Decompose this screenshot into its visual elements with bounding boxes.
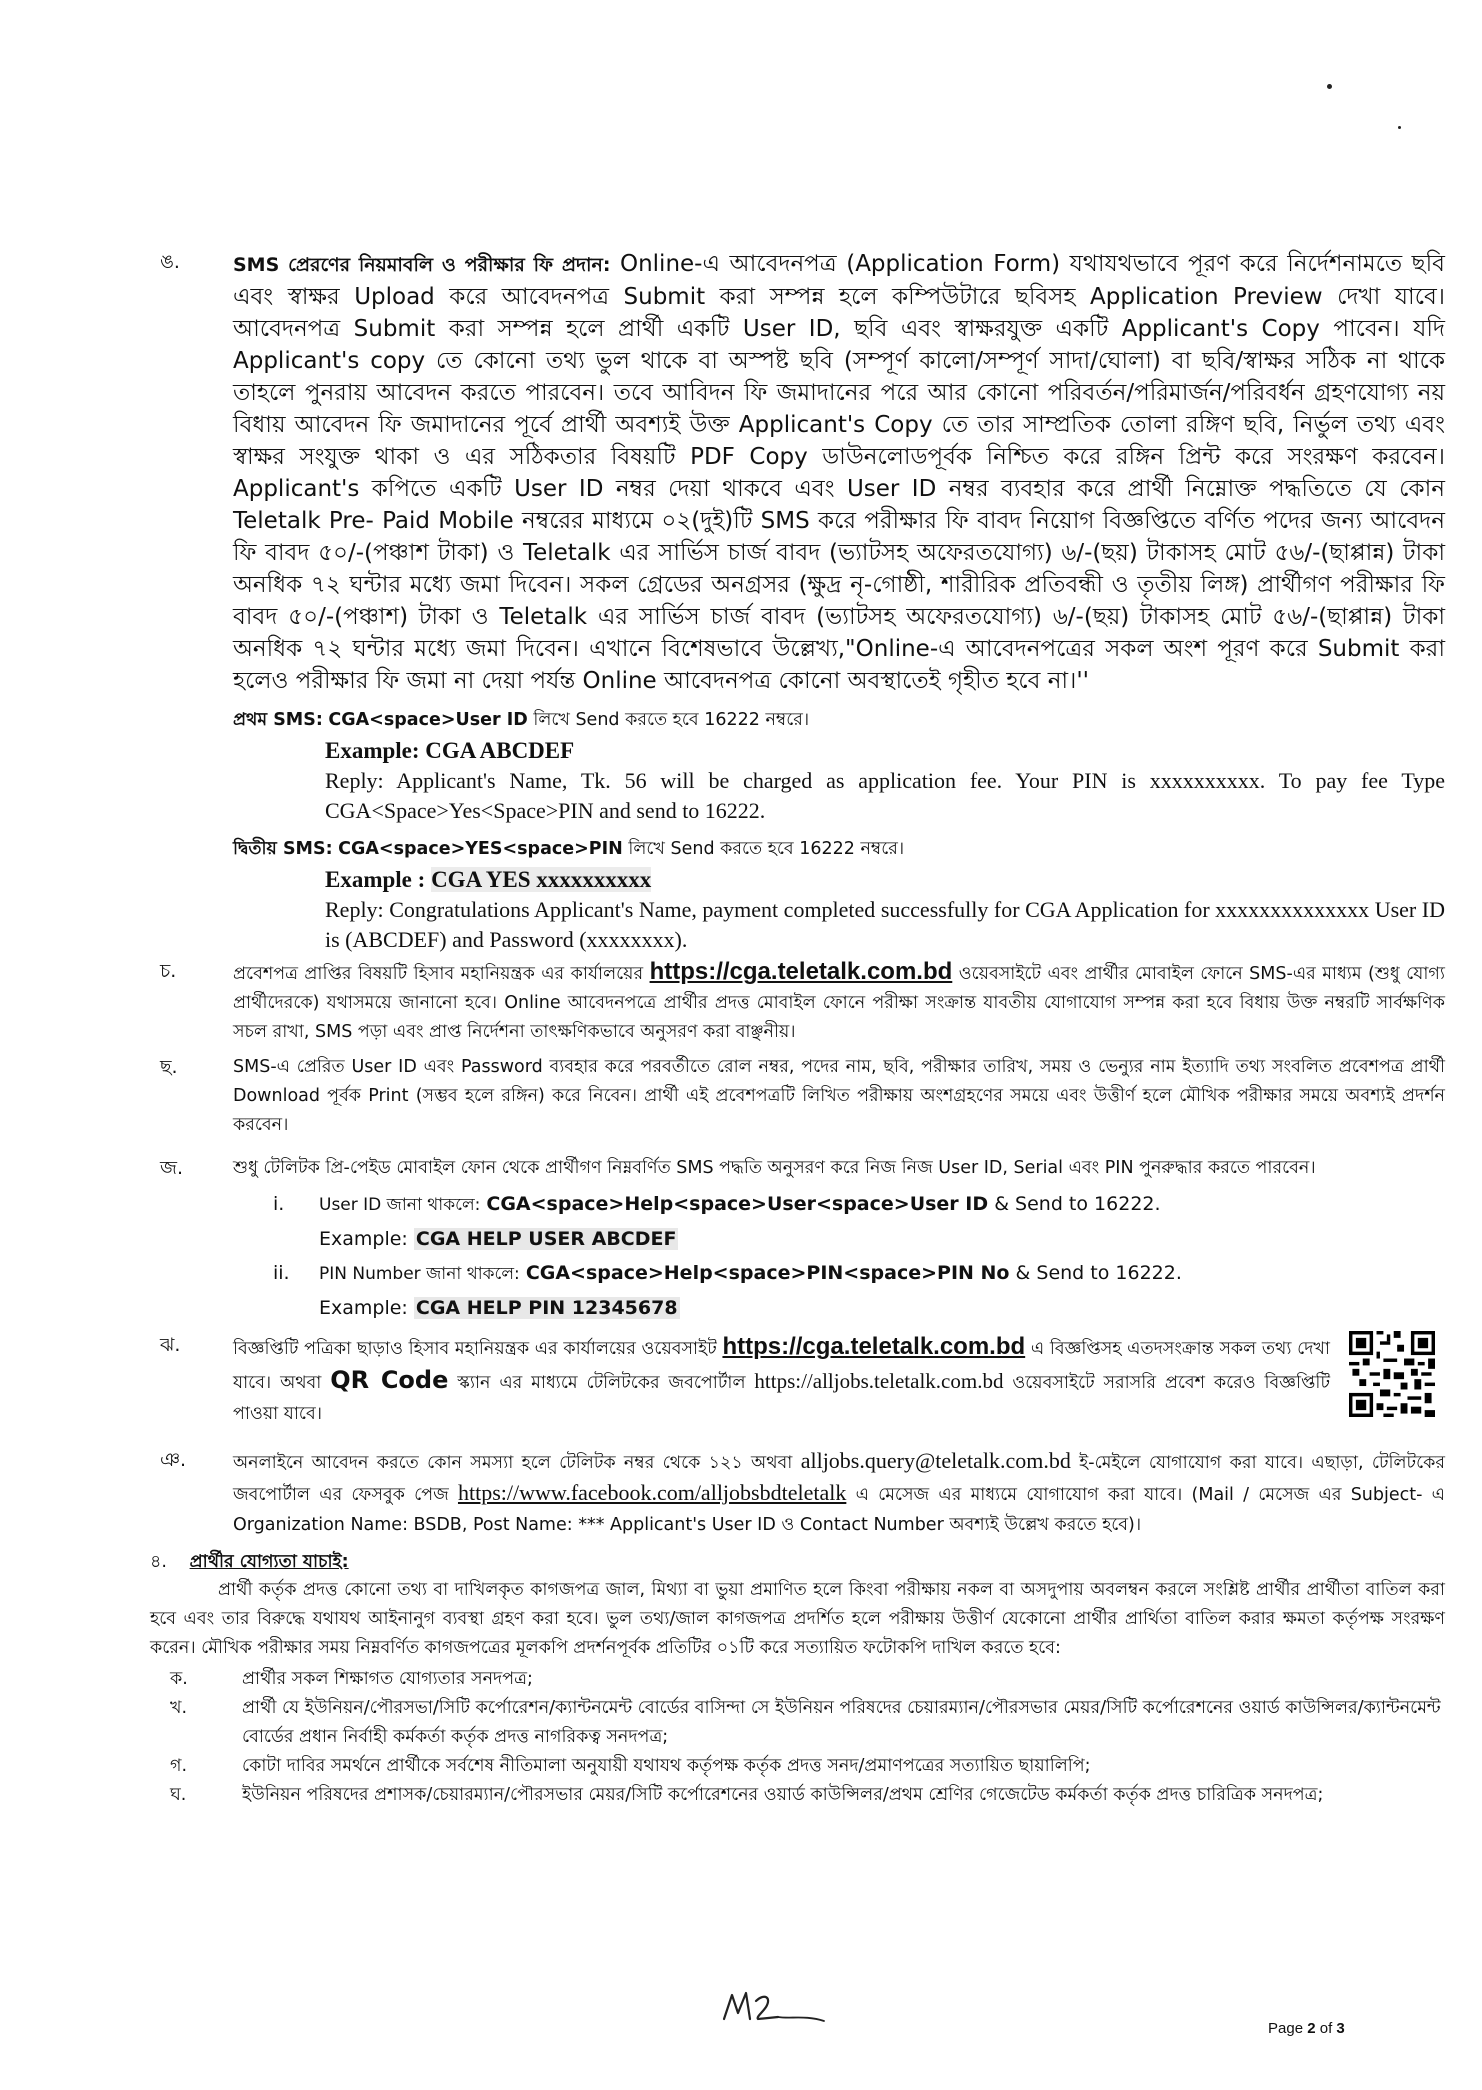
recovery-item-code: CGA<space>Help<space>PIN<space>PIN No [525, 1262, 1010, 1284]
second-sms-code: CGA<space>YES<space>PIN [338, 839, 623, 859]
recovery-item-number: i. [273, 1193, 285, 1215]
recovery-item [233, 1187, 1445, 1222]
first-sms-instruction [233, 705, 1445, 736]
document-item-number: গ. [170, 1756, 188, 1776]
second-sms-instruction [233, 834, 1445, 865]
page-number-prefix: Page [1268, 2020, 1304, 2037]
recovery-example [233, 1222, 1445, 1256]
section-eligibility-verification [150, 1548, 1445, 1810]
section-text: অনলাইনে আবেদন করতে কোন সমস্যা হলে টেলিটক নম্বর থেকে ১২১ অথবা [233, 1453, 793, 1473]
first-sms-code: CGA<space>User ID [328, 710, 528, 730]
recovery-item-condition: User ID জানা থাকলে: [319, 1195, 481, 1215]
second-sms-tail: লিখে Send করতে হবে 16222 নম্বরে। [628, 839, 905, 859]
recovery-item-condition: PIN Number জানা থাকলে: [319, 1264, 520, 1284]
recovery-example [233, 1291, 1445, 1325]
section-text: প্রবেশপত্র প্রাপ্তির বিষয়টি হিসাব মহানিয়ন্ত্রক এর কার্যালয়ের [233, 964, 644, 984]
second-sms-reply: Reply: Congratulations Applicant's Name, payment completed successfully for CGA Application for xxxxxxxxxxxxxx User ID is (ABCDEF) and Password (xxxxxxxx). [325, 897, 1445, 952]
document-body [150, 248, 1445, 1810]
document-list-item [150, 1665, 1445, 1694]
document-item-text: কোটা দাবির সমর্থনে প্রার্থীকে সর্বশেষ নীতিমালা অনুযায়ী যথাযথ কর্তৃপক্ষ কর্তৃক প্রদত্ত সনদ/প্রমাণপত্রের সত্যায়িত ছায়ালিপি; [242, 1756, 1091, 1776]
section-text: ওয়েবসাইটে সরাসরি প্রবেশ করেও বিজ্ঞপ্তিটি পাওয়া যাবে। [233, 1373, 1330, 1424]
page-number-total: 3 [1336, 2020, 1345, 2037]
qr-code-label: QR Code [330, 1366, 449, 1394]
document-item-number: খ. [170, 1698, 188, 1718]
page-number [1268, 2020, 1345, 2037]
page-number-current: 2 [1307, 2020, 1316, 2037]
alljobs-url[interactable]: https://alljobs.teletalk.com.bd [754, 1369, 1004, 1393]
cga-website-link[interactable]: https://cga.teletalk.com.bd [649, 958, 953, 985]
scan-speck [1327, 84, 1332, 89]
recovery-example-value: CGA HELP PIN 12345678 [415, 1297, 678, 1319]
section-number: ৪. [150, 1552, 167, 1572]
section-text: এ বিজ্ঞপ্তিসহ এতদসংক্রান্ত সকল তথ্য দেখা যাবে। অথবা [233, 1339, 1330, 1393]
scan-speck [1398, 126, 1401, 129]
first-sms-reply: Reply: Applicant's Name, Tk. 56 will be charged as application fee. Your PIN is xxxxxxxxxx. To pay fee Type CGA<Space>Yes<Space>PIN and send to 16222. [325, 768, 1445, 823]
section-support-contact [160, 1446, 1445, 1540]
first-sms-label: প্রথম SMS: [233, 710, 323, 730]
recovery-example-value: CGA HELP USER ABCDEF [415, 1228, 677, 1250]
section-number: জ. [160, 1157, 184, 1179]
section-number: ঙ. [160, 251, 180, 273]
handwritten-signature [720, 1985, 830, 2030]
recovery-example-label: Example: [319, 1228, 408, 1250]
cga-website-link[interactable]: https://cga.teletalk.com.bd [722, 1333, 1026, 1360]
second-example-label: Example : [325, 867, 426, 892]
section-text: প্রার্থী কর্তৃক প্রদত্ত কোনো তথ্য বা দাখিলকৃত কাগজপত্র জাল, মিথ্যা বা ভুয়া প্রমাণিত হলে কিংবা পরীক্ষায় নকল বা অসদুপায় অবলম্বন করলে সংশ্লিষ্ট প্রার্থীর প্রার্থীতা বাতিল করা হবে এবং তার বিরুদ্ধে যথাযথ আইনানুগ ব্যবস্থা গ্রহণ করা হবে। ভুল তথ্য/জাল কাগজপত্র প্রদর্শিত হলে পরীক্ষায় উত্তীর্ণ যেকোনো প্রার্থীর প্রার্থিতা বাতিল করার ক্ষমতা কর্তৃপক্ষ সংরক্ষণ করেন। মৌখিক পরীক্ষার সময় নিম্নবর্ণিত কাগজপত্রের মূলকপি প্রদর্শনপূর্বক প্রতিটির ০১টি করে সত্যায়িত ফটোকপি দাখিল করতে হবে: [150, 1580, 1445, 1658]
first-sms-tail: লিখে Send করতে হবে 16222 নম্বরে। [533, 710, 810, 730]
section-heading: প্রার্থীর যোগ্যতা যাচাই: [189, 1552, 349, 1572]
section-text: SMS-এ প্রেরিত User ID এবং Password ব্যবহার করে পরবর্তীতে রোল নম্বর, পদের নাম, ছবি, পরীক্ষার তারিখ, সময় ও ভেন্যুর নাম ইত্যাদি তথ্য সংবলিত প্রবেশপত্র প্রার্থী Download পূর্বক Print (সম্ভব হলে রঙ্গিন) করে নিবেন। প্রার্থী এই প্রবেশপত্রটি লিখিত পরীক্ষায় অংশগ্রহণের সময়ে এবং উত্তীর্ণ হলে মৌখিক পরীক্ষার সময়ে অবশ্যই প্রদর্শন করবেন। [233, 1057, 1445, 1135]
section-recovery [160, 1154, 1445, 1325]
section-number: চ. [160, 960, 177, 982]
recovery-item-send: & Send to 16222. [1015, 1262, 1182, 1284]
recovery-item-send: & Send to 16222. [994, 1193, 1161, 1215]
section-number: ছ. [160, 1056, 178, 1078]
document-list-item [150, 1781, 1445, 1810]
document-item-text: ইউনিয়ন পরিষদের প্রশাসক/চেয়ারম্যান/পৌরসভার মেয়র/সিটি কর্পোরেশনের ওয়ার্ড কাউন্সিলর/প্রথম শ্রেণির গেজেটেড কর্মকর্তা কর্তৃক প্রদত্ত চারিত্রিক সনদপত্র; [242, 1785, 1324, 1805]
facebook-page-link[interactable]: https://www.facebook.com/alljobsbdteletalk [457, 1480, 847, 1505]
document-item-text: প্রার্থীর সকল শিক্ষাগত যোগ্যতার সনদপত্র; [242, 1669, 533, 1689]
section-text: Online-এ আবেদনপত্র (Application Form) যথাযথভাবে পূরণ করে নির্দেশনামতে ছবি এবং স্বাক্ষর Upload করে আবেদনপত্র Submit করা সম্পন্ন হলে কম্পিউটারে ছবিসহ Application Preview দেখা যাবে। আবেদনপত্র Submit করা সম্পন্ন হলে প্রার্থী একটি User ID, ছবি এবং স্বাক্ষরযুক্ত একটি Applicant's Copy পাবেন। যদি Applicant's copy তে কোনো তথ্য ভুল থাকে বা অস্পষ্ট ছবি (সম্পূর্ণ কালো/সম্পূর্ণ সাদা/ঘোলা) বা ছবি/স্বাক্ষর সঠিক না থাকে তাহলে পুনরায় আবেদন করতে পারবেন। তবে আবিদন ফি জমাদানের পরে আর কোনো পরিবর্তন/পরিমার্জন/পরিবর্ধন গ্রহণযোগ্য নয় বিধায় আবেদন ফি জমাদানের পূর্বে প্রার্থী অবশ্যই উক্ত Applicant's Copy তে তার সাম্প্রতিক তোলা রঙ্গিণ ছবি, নির্ভুল তথ্য এবং স্বাক্ষর সংযুক্ত থাকা ও এর সঠিকতার বিষয়টি PDF Copy ডাউনলোডপূর্বক নিশ্চিত করে রঙ্গিন প্রিন্ট করে সংরক্ষণ করবেন। Applicant's কপিতে একটি User ID নম্বর দেয়া থাকবে এবং User ID নম্বর ব্যবহার করে প্রার্থী নিম্নোক্ত পদ্ধতিতে যে কোন Teletalk Pre- Paid Mobile নম্বরের মাধ্যমে ০২(দুই)টি SMS করে পরীক্ষার ফি বাবদ নিয়োগ বিজ্ঞপ্তিতে বর্ণিত পদের জন্য আবেদন ফি বাবদ ৫০/-(পঞ্চাশ টাকা) ও Teletalk এর সার্ভিস চার্জ বাবদ (ভ্যাটসহ অফেরতযোগ্য) ৬/-(ছয়) টাকাসহ মোট ৫৬/-(ছাপ্পান্ন) টাকা অনধিক ৭২ ঘন্টার মধ্যে জমা দিবেন। সকল গ্রেডের অনগ্রসর (ক্ষুদ্র নৃ-গোষ্ঠী, শারীরিক প্রতিবন্ধী ও তৃতীয় লিঙ্গ) প্রার্থীগণ পরীক্ষার ফি বাবদ ৫০/-(পঞ্চাশ) টাকা ও Teletalk এর সার্ভিস চার্জ বাবদ (ভ্যাটসহ অফেরতযোগ্য) ৬/-(ছয়) টাকাসহ মোট ৫৬/-(ছাপ্পান্ন) টাকা অনধিক ৭২ ঘন্টার মধ্যে জমা দিবেন। এখানে বিশেষভাবে উল্লেখ্য,"Online-এ আবেদনপত্রের সকল অংশ পূরণ করে Submit করা হলেও পরীক্ষার ফি জমা না দেয়া পর্যন্ত Online আবেদনপত্র কোনো অবস্থাতেই গৃহীত হবে না।'' [233, 251, 1445, 694]
recovery-example-label: Example: [319, 1297, 408, 1319]
section-text: শুধু টেলিটক প্রি-পেইড মোবাইল ফোন থেকে প্রার্থীগণ নিম্নবর্ণিত SMS পদ্ধতি অনুসরণ করে নিজ নিজ User ID, Serial এবং PIN পুনরুদ্ধার করতে পারবেন। [233, 1158, 1316, 1178]
page-number-of: of [1319, 2020, 1333, 2037]
qr-code-icon[interactable] [1349, 1331, 1435, 1417]
section-website-info [160, 1331, 1445, 1430]
section-text: ই-মেইলে যোগাযোগ করা যাবে। এছাড়া, টেলিটকের জবপোর্টাল এর ফেসবুক পেজ [233, 1453, 1445, 1505]
section-sms-fee [160, 248, 1445, 955]
recovery-item-number: ii. [273, 1262, 290, 1284]
document-item-number: ক. [170, 1669, 188, 1689]
support-email[interactable]: alljobs.query@teletalk.com.bd [800, 1448, 1071, 1473]
section-number: ঞ. [160, 1449, 187, 1471]
recovery-item [233, 1256, 1445, 1291]
section-text: ওয়েবসাইটে এবং প্রার্থীর মোবাইল ফোনে SMS-এর মাধ্যম (শুধু যোগ্য প্রার্থীদেরকে) যথাসময়ে জানানো হবে। Online আবেদনপত্রে প্রার্থীর প্রদত্ত মোবাইল ফোনে পরীক্ষা সংক্রান্ত যাবতীয় যোগাযোগ সম্পন্ন করা হবে বিধায় উক্ত নম্বরটি সার্বক্ষণিক সচল রাখা, SMS পড়া এবং প্রাপ্ত নির্দেশনা তাৎক্ষণিকভাবে অনুসরণ করা বাঞ্ছনীয়। [233, 964, 1445, 1042]
document-list-item [150, 1694, 1445, 1752]
recovery-item-code: CGA<space>Help<space>User<space>User ID [486, 1193, 989, 1215]
document-list-item [150, 1752, 1445, 1781]
second-sms-example [233, 865, 1445, 895]
first-sms-example: Example: CGA ABCDEF [325, 738, 575, 763]
document-item-text: প্রার্থী যে ইউনিয়ন/পৌরসভা/সিটি কর্পোরেশন/ক্যান্টনমেন্ট বোর্ডের বাসিন্দা সে ইউনিয়ন পরিষদের চেয়ারম্যান/পৌরসভার মেয়র/সিটি কর্পোরেশনের ওয়ার্ড কাউন্সিলর/ক্যান্টনমেন্ট বোর্ডের প্রধান নির্বাহী কর্মকর্তা কর্তৃক প্রদত্ত নাগরিকত্ব সনদপত্র; [242, 1698, 1441, 1747]
document-item-number: ঘ. [170, 1785, 187, 1805]
second-sms-label: দ্বিতীয় SMS: [233, 839, 333, 859]
section-text: স্ক্যান এর মাধ্যমে টেলিটকের জবপোর্টাল [457, 1373, 746, 1393]
section-admit-card-notice [160, 957, 1445, 1047]
section-text: বিজ্ঞপ্তিটি পত্রিকা ছাড়াও হিসাব মহানিয়ন্ত্রক এর কার্যালয়ের ওয়েবসাইট [233, 1339, 717, 1359]
section-text: এ মেসেজ এর মাধ্যমে যোগাযোগ করা যাবে। (Mail / মেসেজ এর Subject- এ Organization Name: BSDB, Post Name: *** Applicant's User ID ও Contact Number অবশ্যই উল্লেখ করতে হবে)। [233, 1485, 1445, 1535]
second-example-value: CGA YES xxxxxxxxxx [431, 867, 652, 892]
section-admit-card-download [160, 1053, 1445, 1140]
section-heading: SMS প্রেরণের নিয়মাবলি ও পরীক্ষার ফি প্রদান: [233, 254, 611, 276]
section-number: ঝ. [160, 1334, 181, 1356]
